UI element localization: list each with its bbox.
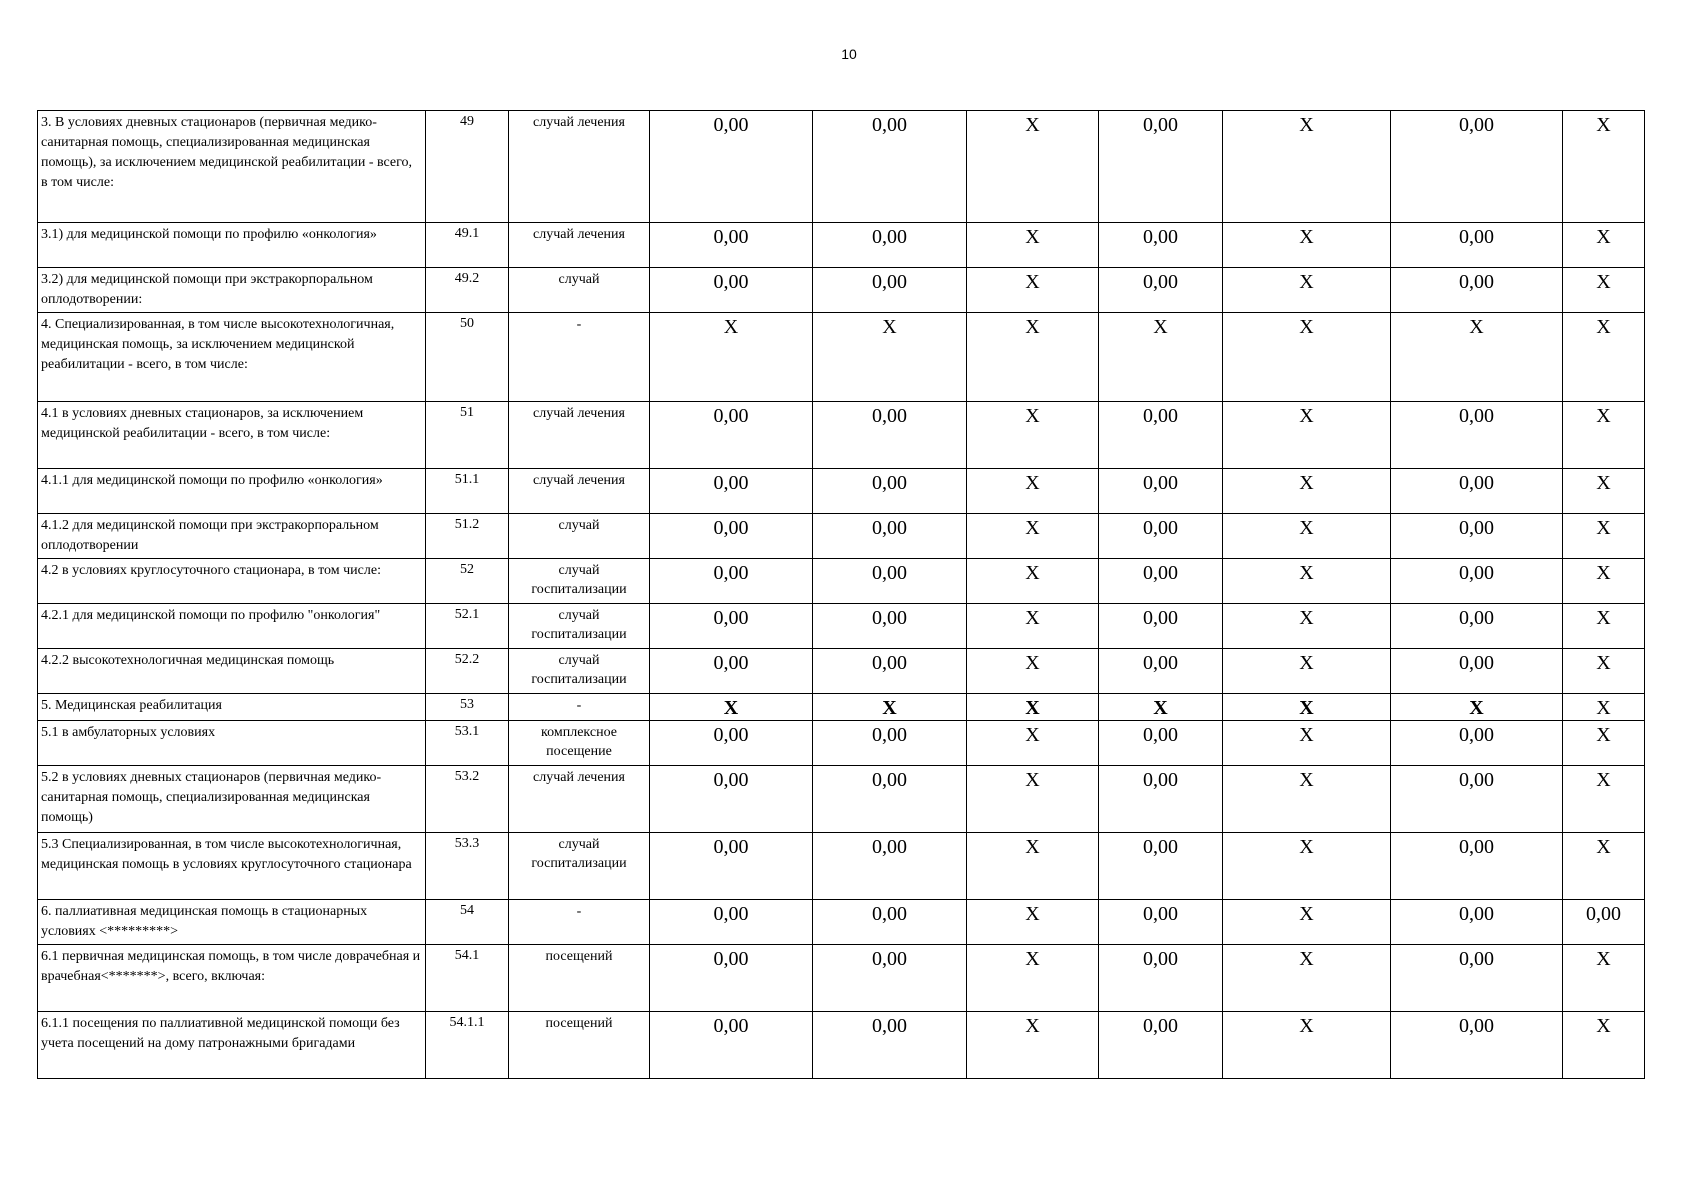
value-cell: X <box>1223 945 1391 1012</box>
value-cell: X <box>967 223 1099 268</box>
row-unit: случай <box>509 268 650 313</box>
row-name: 4.1 в условиях дневных стационаров, за исключением медицинской реабилитации - всего, в том числе: <box>38 402 426 469</box>
value-cell: X <box>1223 111 1391 223</box>
row-name: 5. Медицинская реабилитация <box>38 694 426 721</box>
table-row <box>38 514 1645 559</box>
value-cell: 0,00 <box>813 559 967 604</box>
row-code: 53.1 <box>426 721 509 766</box>
value-cell: 0,00 <box>1099 514 1223 559</box>
value-cell: X <box>967 111 1099 223</box>
value-cell: X <box>1223 469 1391 514</box>
value-cell: 0,00 <box>1099 766 1223 833</box>
row-unit: - <box>509 900 650 945</box>
value-cell: 0,00 <box>650 1012 813 1079</box>
value-cell: 0,00 <box>813 1012 967 1079</box>
value-cell: X <box>1223 313 1391 402</box>
value-cell: X <box>1563 268 1645 313</box>
row-code: 51 <box>426 402 509 469</box>
value-cell: X <box>1099 313 1223 402</box>
value-cell: X <box>1563 945 1645 1012</box>
row-name: 4. Специализированная, в том числе высокотехнологичная, медицинская помощь, за исключением медицинской реабилитации - всего, в том числе: <box>38 313 426 402</box>
value-cell: X <box>1563 1012 1645 1079</box>
value-cell: X <box>1223 766 1391 833</box>
table-row <box>38 469 1645 514</box>
row-code: 51.1 <box>426 469 509 514</box>
row-code: 49 <box>426 111 509 223</box>
value-cell: 0,00 <box>813 223 967 268</box>
row-unit: случай <box>509 514 650 559</box>
table-row <box>38 111 1645 223</box>
value-cell: X <box>1391 313 1563 402</box>
value-cell: X <box>1223 559 1391 604</box>
row-name: 6. паллиативная медицинская помощь в стационарных условиях <*********> <box>38 900 426 945</box>
value-cell: X <box>1391 694 1563 721</box>
value-cell: 0,00 <box>1391 559 1563 604</box>
row-unit: случай госпитализации <box>509 833 650 900</box>
value-cell: X <box>1563 514 1645 559</box>
value-cell: 0,00 <box>1391 111 1563 223</box>
value-cell: 0,00 <box>1099 268 1223 313</box>
value-cell: X <box>1563 649 1645 694</box>
row-code: 52.2 <box>426 649 509 694</box>
value-cell: X <box>1563 721 1645 766</box>
value-cell: X <box>1223 721 1391 766</box>
value-cell: X <box>1223 900 1391 945</box>
row-name: 4.2.2 высокотехнологичная медицинская помощь <box>38 649 426 694</box>
value-cell: 0,00 <box>1391 945 1563 1012</box>
value-cell: X <box>1563 402 1645 469</box>
row-unit: - <box>509 313 650 402</box>
value-cell: 0,00 <box>813 469 967 514</box>
value-cell: X <box>1563 604 1645 649</box>
value-cell: 0,00 <box>650 604 813 649</box>
row-name: 4.1.2 для медицинской помощи при экстракорпоральном оплодотворении <box>38 514 426 559</box>
table-row <box>38 559 1645 604</box>
value-cell: 0,00 <box>813 833 967 900</box>
value-cell: 0,00 <box>650 469 813 514</box>
value-cell: X <box>1563 766 1645 833</box>
value-cell: 0,00 <box>813 402 967 469</box>
row-name: 4.1.1 для медицинской помощи по профилю «онкология» <box>38 469 426 514</box>
value-cell: 0,00 <box>1391 721 1563 766</box>
row-code: 54.1 <box>426 945 509 1012</box>
value-cell: 0,00 <box>1099 900 1223 945</box>
row-name: 6.1 первичная медицинская помощь, в том числе доврачебная и врачебная<*******>, всего, включая: <box>38 945 426 1012</box>
row-name: 5.3 Специализированная, в том числе высокотехнологичная, медицинская помощь в условиях круглосуточного стационара <box>38 833 426 900</box>
value-cell: 0,00 <box>1099 402 1223 469</box>
row-name: 3.2) для медицинской помощи при экстракорпоральном оплодотворении: <box>38 268 426 313</box>
row-unit: случай госпитализации <box>509 649 650 694</box>
value-cell: X <box>967 694 1099 721</box>
value-cell: X <box>967 900 1099 945</box>
value-cell: 0,00 <box>1099 833 1223 900</box>
value-cell: X <box>967 604 1099 649</box>
value-cell: X <box>967 559 1099 604</box>
value-cell: 0,00 <box>1391 766 1563 833</box>
value-cell: 0,00 <box>1391 833 1563 900</box>
value-cell: 0,00 <box>1391 1012 1563 1079</box>
value-cell: 0,00 <box>1099 721 1223 766</box>
value-cell: 0,00 <box>813 766 967 833</box>
value-cell: X <box>967 721 1099 766</box>
value-cell: 0,00 <box>1391 514 1563 559</box>
row-code: 51.2 <box>426 514 509 559</box>
row-code: 49.1 <box>426 223 509 268</box>
row-unit: случай лечения <box>509 766 650 833</box>
value-cell: X <box>1563 111 1645 223</box>
value-cell: X <box>1223 1012 1391 1079</box>
value-cell: 0,00 <box>1099 604 1223 649</box>
value-cell: X <box>1563 559 1645 604</box>
table-row <box>38 1012 1645 1079</box>
value-cell: 0,00 <box>650 111 813 223</box>
value-cell: X <box>1223 604 1391 649</box>
value-cell: X <box>1223 402 1391 469</box>
row-code: 54.1.1 <box>426 1012 509 1079</box>
value-cell: 0,00 <box>650 721 813 766</box>
table-row <box>38 721 1645 766</box>
value-cell: 0,00 <box>1099 559 1223 604</box>
row-code: 52.1 <box>426 604 509 649</box>
table-row <box>38 223 1645 268</box>
value-cell: X <box>1223 694 1391 721</box>
value-cell: X <box>1223 649 1391 694</box>
value-cell: X <box>1223 223 1391 268</box>
value-cell: 0,00 <box>650 514 813 559</box>
value-cell: 0,00 <box>1391 900 1563 945</box>
row-unit: комплексное посещение <box>509 721 650 766</box>
row-unit: посещений <box>509 945 650 1012</box>
table-row <box>38 268 1645 313</box>
value-cell: X <box>813 694 967 721</box>
value-cell: X <box>967 1012 1099 1079</box>
value-cell: 0,00 <box>650 833 813 900</box>
value-cell: X <box>967 469 1099 514</box>
value-cell: X <box>650 313 813 402</box>
table-row <box>38 900 1645 945</box>
row-unit: случай лечения <box>509 402 650 469</box>
value-cell: 0,00 <box>1099 1012 1223 1079</box>
row-code: 50 <box>426 313 509 402</box>
value-cell: X <box>967 766 1099 833</box>
value-cell: X <box>1563 313 1645 402</box>
value-cell: 0,00 <box>813 111 967 223</box>
table-row <box>38 313 1645 402</box>
value-cell: X <box>1563 694 1645 721</box>
value-cell: 0,00 <box>1099 223 1223 268</box>
value-cell: 0,00 <box>650 223 813 268</box>
value-cell: 0,00 <box>650 766 813 833</box>
value-cell: X <box>967 945 1099 1012</box>
row-code: 53.2 <box>426 766 509 833</box>
table-row <box>38 945 1645 1012</box>
value-cell: X <box>1563 833 1645 900</box>
value-cell: X <box>967 514 1099 559</box>
value-cell: 0,00 <box>650 900 813 945</box>
value-cell: 0,00 <box>1391 469 1563 514</box>
value-cell: 0,00 <box>813 514 967 559</box>
value-cell: 0,00 <box>1099 649 1223 694</box>
value-cell: 0,00 <box>650 268 813 313</box>
value-cell: 0,00 <box>813 268 967 313</box>
value-cell: 0,00 <box>650 402 813 469</box>
row-unit: случай лечения <box>509 469 650 514</box>
value-cell: 0,00 <box>650 559 813 604</box>
row-name: 3. В условиях дневных стационаров (первичная медико-санитарная помощь, специализированная медицинская помощь), за исключением медицинской реабилитации - всего, в том числе: <box>38 111 426 223</box>
row-unit: случай госпитализации <box>509 604 650 649</box>
value-cell: X <box>1223 833 1391 900</box>
value-cell: 0,00 <box>1099 945 1223 1012</box>
table-row <box>38 604 1645 649</box>
row-unit: случай лечения <box>509 111 650 223</box>
row-name: 5.1 в амбулаторных условиях <box>38 721 426 766</box>
table-row <box>38 694 1645 721</box>
value-cell: 0,00 <box>813 604 967 649</box>
value-cell: X <box>967 268 1099 313</box>
table-row <box>38 402 1645 469</box>
value-cell: 0,00 <box>1391 604 1563 649</box>
table-row <box>38 766 1645 833</box>
row-unit: - <box>509 694 650 721</box>
value-cell: 0,00 <box>650 649 813 694</box>
row-name: 3.1) для медицинской помощи по профилю «онкология» <box>38 223 426 268</box>
row-unit: случай лечения <box>509 223 650 268</box>
value-cell: X <box>967 313 1099 402</box>
row-unit: случай госпитализации <box>509 559 650 604</box>
row-name: 4.2.1 для медицинской помощи по профилю "онкология" <box>38 604 426 649</box>
value-cell: 0,00 <box>650 945 813 1012</box>
value-cell: X <box>967 649 1099 694</box>
value-cell: X <box>813 313 967 402</box>
page-number: 10 <box>841 46 857 62</box>
value-cell: X <box>1223 514 1391 559</box>
value-cell: X <box>967 833 1099 900</box>
row-code: 52 <box>426 559 509 604</box>
value-cell: 0,00 <box>813 721 967 766</box>
value-cell: X <box>1099 694 1223 721</box>
value-cell: X <box>967 402 1099 469</box>
row-name: 4.2 в условиях круглосуточного стационара, в том числе: <box>38 559 426 604</box>
data-table <box>37 110 1645 1079</box>
row-code: 53.3 <box>426 833 509 900</box>
value-cell: X <box>1223 268 1391 313</box>
value-cell: 0,00 <box>1099 469 1223 514</box>
value-cell: 0,00 <box>813 649 967 694</box>
value-cell: 0,00 <box>813 945 967 1012</box>
value-cell: 0,00 <box>1391 223 1563 268</box>
row-name: 5.2 в условиях дневных стационаров (первичная медико-санитарная помощь, специализированная медицинская помощь) <box>38 766 426 833</box>
value-cell: 0,00 <box>1391 402 1563 469</box>
row-unit: посещений <box>509 1012 650 1079</box>
value-cell: 0,00 <box>813 900 967 945</box>
row-code: 49.2 <box>426 268 509 313</box>
value-cell: 0,00 <box>1563 900 1645 945</box>
value-cell: X <box>1563 223 1645 268</box>
value-cell: 0,00 <box>1391 268 1563 313</box>
table-row <box>38 833 1645 900</box>
value-cell: X <box>650 694 813 721</box>
value-cell: X <box>1563 469 1645 514</box>
value-cell: 0,00 <box>1391 649 1563 694</box>
table-row <box>38 649 1645 694</box>
row-code: 54 <box>426 900 509 945</box>
row-name: 6.1.1 посещения по паллиативной медицинской помощи без учета посещений на дому патронажными бригадами <box>38 1012 426 1079</box>
row-code: 53 <box>426 694 509 721</box>
value-cell: 0,00 <box>1099 111 1223 223</box>
table-body <box>38 111 1645 1079</box>
